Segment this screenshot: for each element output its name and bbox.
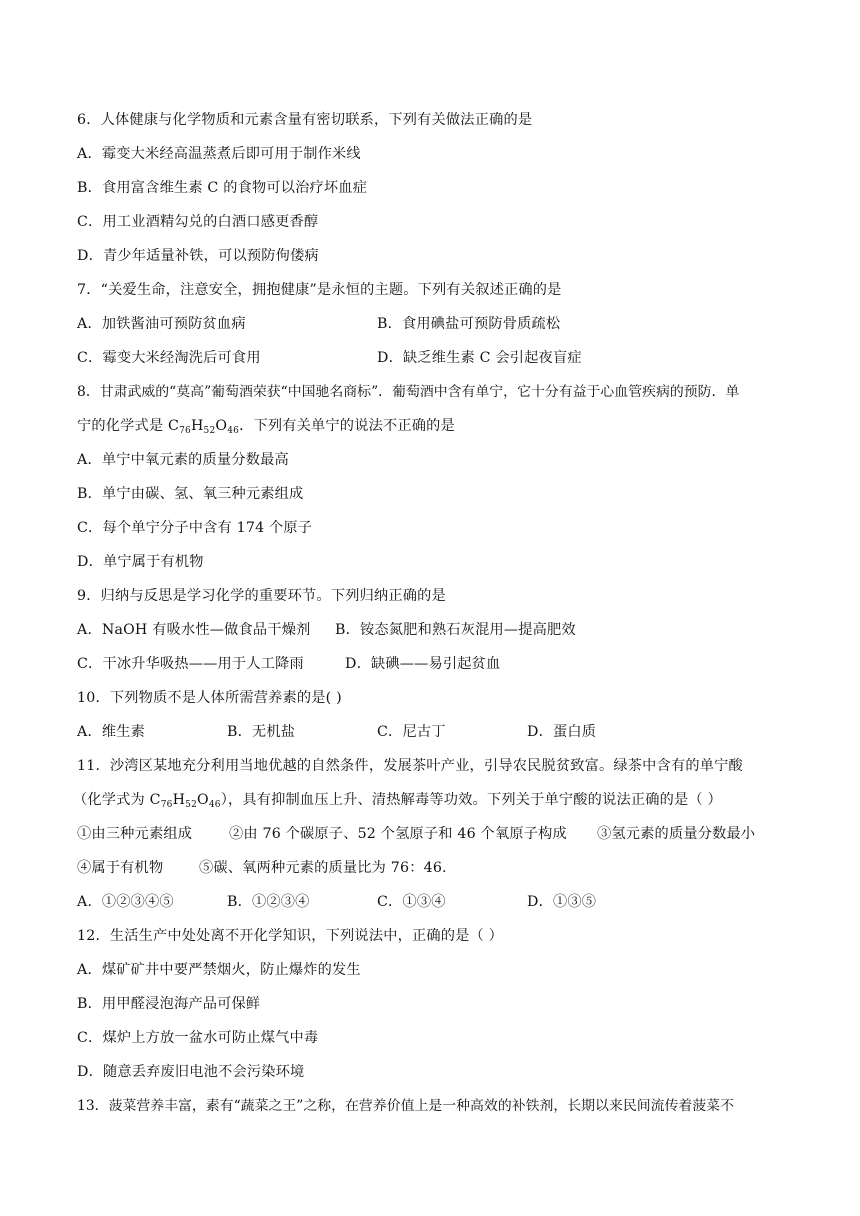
- q11-statement-4: ④属于有机物: [77, 860, 164, 876]
- q13-stem: 13．菠菜营养丰富，素有“蔬菜之王”之称，在营养价值上是一种高效的补铁剂，长期以来民间流传着菠菜不: [77, 1098, 734, 1114]
- q6-option-a: A．霉变大米经高温蒸煮后即可用于制作米线: [77, 146, 361, 162]
- q8-formula-o: O: [215, 418, 228, 434]
- q7-option-b: B．食用碘盐可预防骨质疏松: [377, 316, 561, 332]
- q9-option-c: C．干冰升华吸热——用于人工降雨: [77, 656, 304, 672]
- q11-stem-tail: ），具有抑制血压上升、清热解毒等功效。下列关于单宁酸的说法正确的是（ ）: [220, 792, 722, 808]
- q10-option-a: A．维生素: [77, 724, 145, 740]
- q11-option-c: C．①③④: [377, 894, 446, 910]
- q8-sub-c: 76: [179, 426, 191, 436]
- q7-option-d: D．缺乏维生素 C 会引起夜盲症: [377, 350, 582, 366]
- q8-stem-line-1: 8．甘肃武威的“莫高”葡萄酒荣获“中国驰名商标”．葡萄酒中含有单宁，它十分有益于心血管疾病的预防．单: [77, 384, 740, 400]
- q6-option-c: C．用工业酒精勾兑的白酒口感更香醇: [77, 214, 319, 230]
- q7-stem: 7．“关爱生命，注意安全，拥抱健康”是永恒的主题。下列有关叙述正确的是: [77, 282, 562, 298]
- q9-option-a: A．NaOH 有吸水性—做食品干燥剂: [77, 622, 311, 638]
- q10-option-d: D．蛋白质: [527, 724, 597, 740]
- q8-option-a: A．单宁中氧元素的质量分数最高: [77, 452, 289, 468]
- q8-option-b: B．单宁由碳、氢、氧三种元素组成: [77, 486, 304, 502]
- q11-statement-3: ③氢元素的质量分数最小: [597, 826, 756, 842]
- q11-statement-5: ⑤碳、氧两种元素的质量比为 76：46.: [199, 860, 447, 876]
- q11-option-a: A．①②③④⑤: [77, 894, 174, 910]
- q9-option-b: B．铵态氮肥和熟石灰混用—提高肥效: [335, 622, 576, 638]
- q6-option-b: B．食用富含维生素 C 的食物可以治疗坏血症: [77, 180, 368, 196]
- q10-stem: 10．下列物质不是人体所需营养素的是( ): [77, 690, 342, 706]
- q8-stem-line-2: [77, 416, 790, 436]
- q8-stem-text: 宁的化学式是 C: [77, 418, 180, 434]
- q8-sub-h: 52: [203, 426, 216, 436]
- q10-option-c: C．尼古丁: [377, 724, 446, 740]
- q6-stem: 6．人体健康与化学物质和元素含量有密切联系，下列有关做法正确的是: [77, 112, 533, 128]
- q11-formula-h: H: [172, 792, 186, 808]
- q11-statement-1: ①由三种元素组成: [77, 826, 193, 842]
- q9-stem: 9．归纳与反思是学习化学的重要环节。下列归纳正确的是: [77, 588, 446, 604]
- q11-sub-c: 76: [160, 800, 173, 810]
- q7-option-c: C．霉变大米经淘洗后可食用: [77, 350, 261, 366]
- q11-stem-line-1: 11．沙湾区某地充分利用当地优越的自然条件，发展茶叶产业，引导农民脱贫致富。绿茶中含有的单宁酸: [77, 758, 743, 774]
- q12-option-b: B．用甲醛浸泡海产品可保鲜: [77, 996, 261, 1012]
- q8-sub-o: 46: [227, 426, 240, 436]
- q11-option-b: B．①②③④: [227, 894, 310, 910]
- q11-stem-line-2: [73, 790, 790, 810]
- q11-option-d: D．①③⑤: [527, 894, 597, 910]
- q11-sub-o: 46: [208, 800, 221, 810]
- q11-statement-2: ②由 76 个碳原子、52 个氢原子和 46 个氧原子构成: [229, 826, 567, 842]
- q8-option-d: D．单宁属于有机物: [77, 554, 204, 570]
- q6-option-d: D．青少年适量补铁，可以预防佝偻病: [77, 248, 319, 264]
- q8-option-c: C．每个单宁分子中含有 174 个原子: [77, 520, 313, 536]
- q12-option-d: D．随意丢弃废旧电池不会污染环境: [77, 1064, 305, 1080]
- q12-stem: 12．生活生产中处处离不开化学知识，下列说法中，正确的是（ ）: [77, 928, 504, 944]
- q8-stem-tail: ．下列有关单宁的说法不正确的是: [239, 418, 455, 434]
- q9-option-d: D．缺碘——易引起贫血: [345, 656, 501, 672]
- q7-option-a: A．加铁酱油可预防贫血病: [77, 316, 246, 332]
- q12-option-c: C．煤炉上方放一盆水可防止煤气中毒: [77, 1030, 319, 1046]
- q12-option-a: A．煤矿矿井中要严禁烟火，防止爆炸的发生: [77, 962, 361, 978]
- q11-stem-text: （化学式为 C: [73, 792, 161, 808]
- q10-option-b: B．无机盐: [227, 724, 296, 740]
- q11-sub-h: 52: [185, 800, 197, 810]
- q11-formula-o: O: [197, 792, 209, 808]
- q8-formula-h: H: [190, 418, 204, 434]
